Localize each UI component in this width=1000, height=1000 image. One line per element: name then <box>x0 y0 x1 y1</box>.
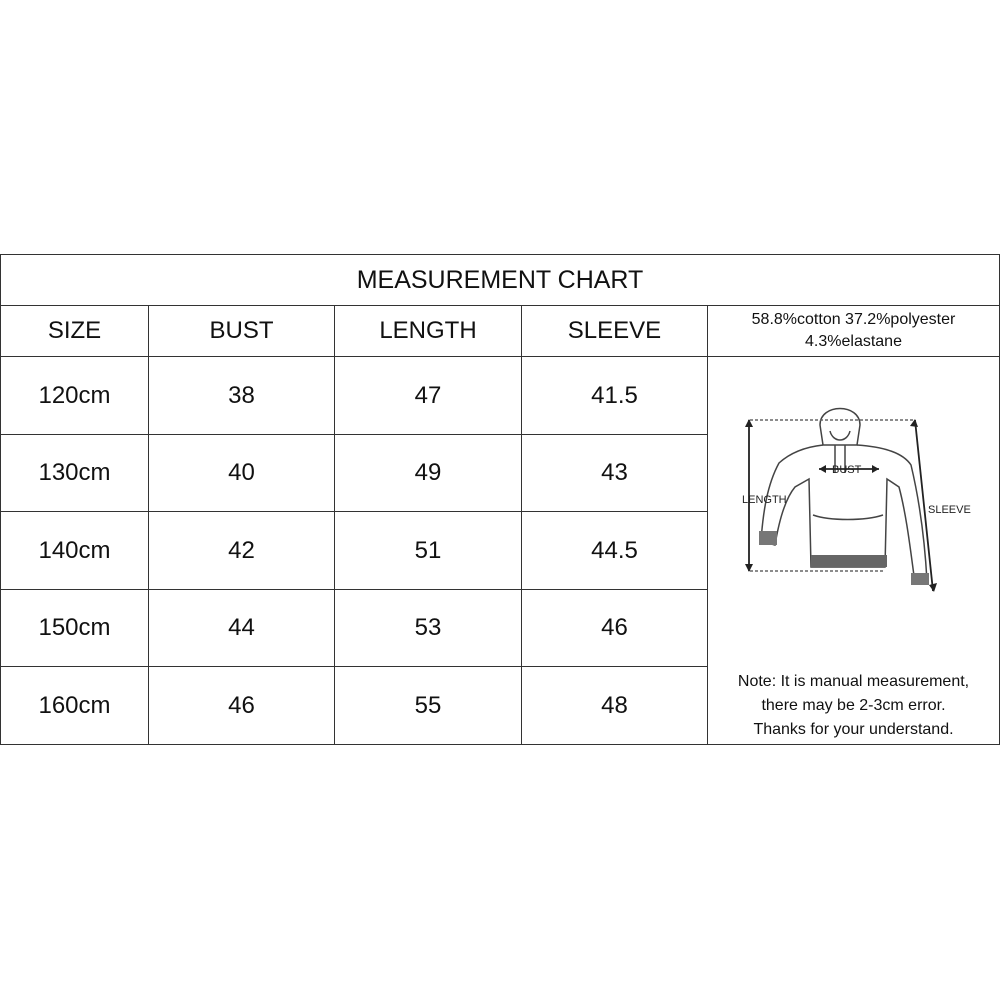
chart-title: MEASUREMENT CHART <box>1 255 999 306</box>
row-5-sleeve: 48 <box>522 667 708 744</box>
row-3-sleeve: 44.5 <box>522 512 708 590</box>
row-4-size: 150cm <box>1 590 149 667</box>
material-line-1: 58.8%cotton 37.2%polyester <box>751 311 956 328</box>
material-line-2: 4.3%elastane <box>805 333 902 350</box>
row-3-bust: 42 <box>149 512 335 590</box>
row-5-bust: 46 <box>149 667 335 744</box>
row-3-size: 140cm <box>1 512 149 590</box>
row-1-length: 47 <box>335 357 522 435</box>
note-line-3: Thanks for your understand. <box>753 721 954 738</box>
header-length: LENGTH <box>335 306 522 357</box>
bust-label: BUST <box>832 464 862 476</box>
row-4-length: 53 <box>335 590 522 667</box>
row-3-length: 51 <box>335 512 522 590</box>
hoodie-diagram <box>735 395 975 605</box>
row-1-bust: 38 <box>149 357 335 435</box>
row-5-length: 55 <box>335 667 522 744</box>
header-bust: BUST <box>149 306 335 357</box>
header-size: SIZE <box>1 306 149 357</box>
row-4-bust: 44 <box>149 590 335 667</box>
row-1-size: 120cm <box>1 357 149 435</box>
ribbed-cuffs <box>759 531 929 585</box>
measurement-note <box>708 670 999 742</box>
row-2-sleeve: 43 <box>522 435 708 512</box>
note-line-1: Note: It is manual measurement, <box>737 673 970 690</box>
row-2-size: 130cm <box>1 435 149 512</box>
length-label: LENGTH <box>742 494 787 506</box>
header-sleeve: SLEEVE <box>522 306 708 357</box>
material-composition <box>708 306 999 357</box>
row-4-sleeve: 46 <box>522 590 708 667</box>
row-2-bust: 40 <box>149 435 335 512</box>
row-5-size: 160cm <box>1 667 149 744</box>
row-1-sleeve: 41.5 <box>522 357 708 435</box>
note-line-2: there may be 2-3cm error. <box>761 697 946 714</box>
row-2-length: 49 <box>335 435 522 512</box>
sleeve-label: SLEEVE <box>928 504 971 516</box>
